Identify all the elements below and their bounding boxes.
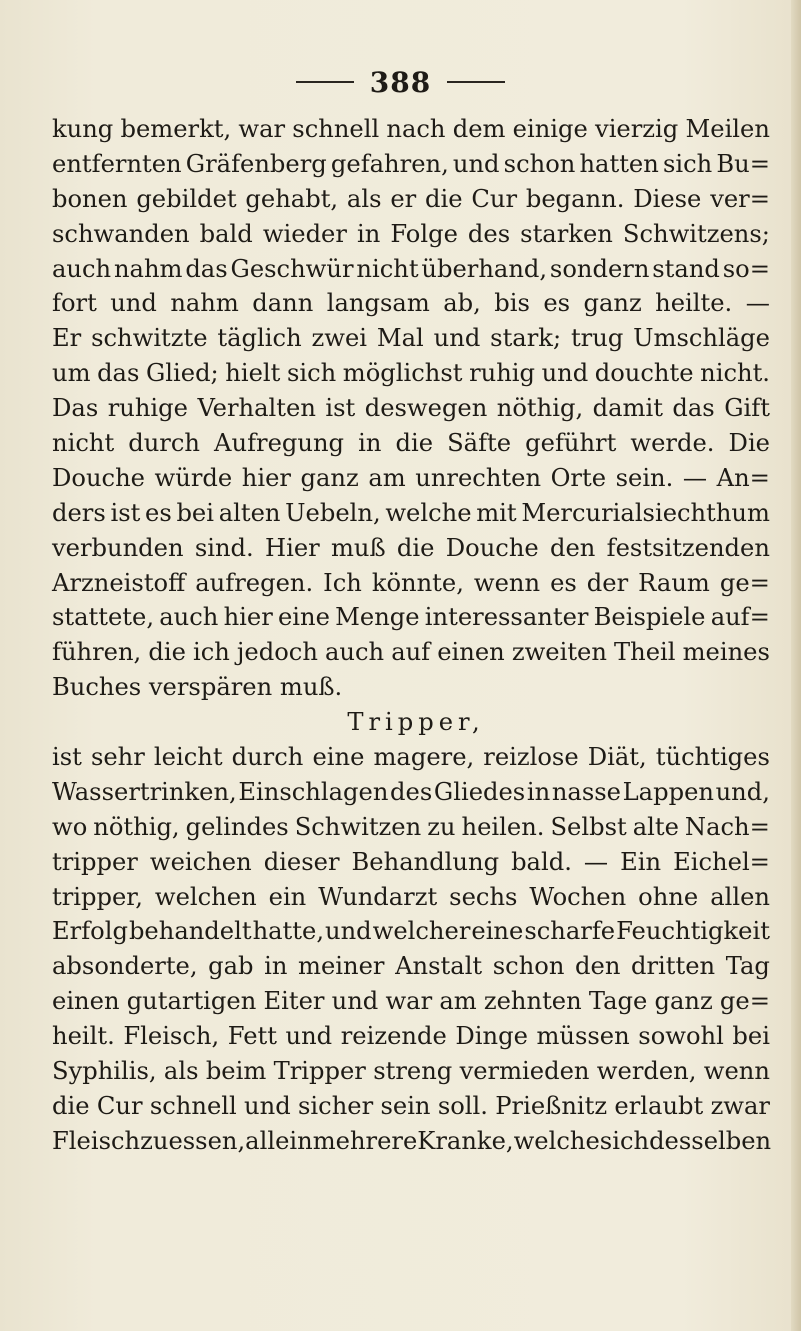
text-line: tripper, welchen ein Wundarzt sechs Wochen ohne allen	[52, 882, 770, 911]
text-line: kung bemerkt, war schnell nach dem einige vierzig Meilen	[52, 115, 770, 143]
text-line: bonen gebildet gehabt, als er die Cur begann. Diese ver=	[52, 184, 770, 213]
text-line: stattete, auch hier eine Menge interessanter Beispiele auf=	[52, 603, 770, 632]
text-line: Arzneistoff aufregen. Ich könnte, wenn es der Raum ge=	[52, 568, 770, 597]
text-line: Das ruhige Verhalten ist deswegen nöthig, damit das Gift	[52, 394, 770, 423]
text-line: die Cur schnell und sicher sein soll. Prießnitz erlaubt zwar	[52, 1091, 770, 1120]
text-line: fort und nahm dann langsam ab, bis es ganz heilte. —	[52, 289, 770, 318]
text-line: absonderte, gab in meiner Anstalt schon den dritten Tag	[52, 952, 770, 981]
header-rule-right	[447, 81, 505, 83]
text-line: nicht durch Aufregung in die Säfte geführt werde. Die	[52, 429, 770, 458]
text-line: Douche würde hier ganz am unrechten Orte sein. — An=	[52, 463, 770, 492]
text-line: schwanden bald wieder in Folge des starken Schwitzens;	[52, 219, 770, 248]
text-line: Syphilis, als beim Tripper streng vermieden werden, wenn	[52, 1057, 770, 1086]
text-line: tripper weichen dieser Behandlung bald. — Ein Eichel=	[52, 847, 770, 876]
page-edge	[791, 0, 801, 1331]
text-line: ist sehr leicht durch eine magere, reizlose Diät, tüchtiges	[52, 743, 770, 772]
text-line: verbunden sind. Hier muß die Douche den festsitzenden	[52, 533, 770, 562]
header-rule-left	[296, 81, 354, 83]
section-heading: Tripper,	[347, 708, 485, 737]
text-line: um das Glied; hielt sich möglichst ruhig und douchte nicht.	[52, 359, 770, 388]
page-number: 388	[369, 65, 432, 99]
text-line: heilt. Fleisch, Fett und reizende Dinge müssen sowohl bei	[52, 1022, 770, 1051]
text-line: Er schwitzte täglich zwei Mal und stark; trug Umschläge	[52, 324, 770, 353]
text-line: ders ist es bei alten Uebeln, welche mit Mercurialsiechthum	[52, 498, 770, 527]
text-line: wo nöthig, gelindes Schwitzen zu heilen. Selbst alte Nach=	[52, 812, 770, 841]
text-line: entfernten Gräfenberg gefahren, und schon hatten sich Bu=	[52, 149, 770, 178]
text-line: Wassertrinken, Einschlagen des Gliedes in nasse Lappen und,	[52, 777, 770, 806]
paragraph-2	[52, 740, 770, 1159]
text-line: Buches verspären muß.	[52, 673, 343, 702]
text-line: auch nahm das Geschwür nicht überhand, sondern stand so=	[52, 254, 770, 283]
text-line: Erfolg behandelt hatte, und welcher eine scharfe Feuchtigkeit	[52, 917, 770, 946]
text-line: einen gutartigen Eiter und war am zehnten Tage ganz ge=	[52, 987, 770, 1016]
text-line: führen, die ich jedoch auch auf einen zweiten Theil meines	[52, 638, 770, 667]
text-line: Fleisch zu essen, allein mehrere Kranke, welche sich desselben	[52, 1126, 772, 1155]
paragraph-1	[52, 112, 770, 705]
body-text	[52, 112, 770, 1159]
page-header	[0, 62, 801, 102]
